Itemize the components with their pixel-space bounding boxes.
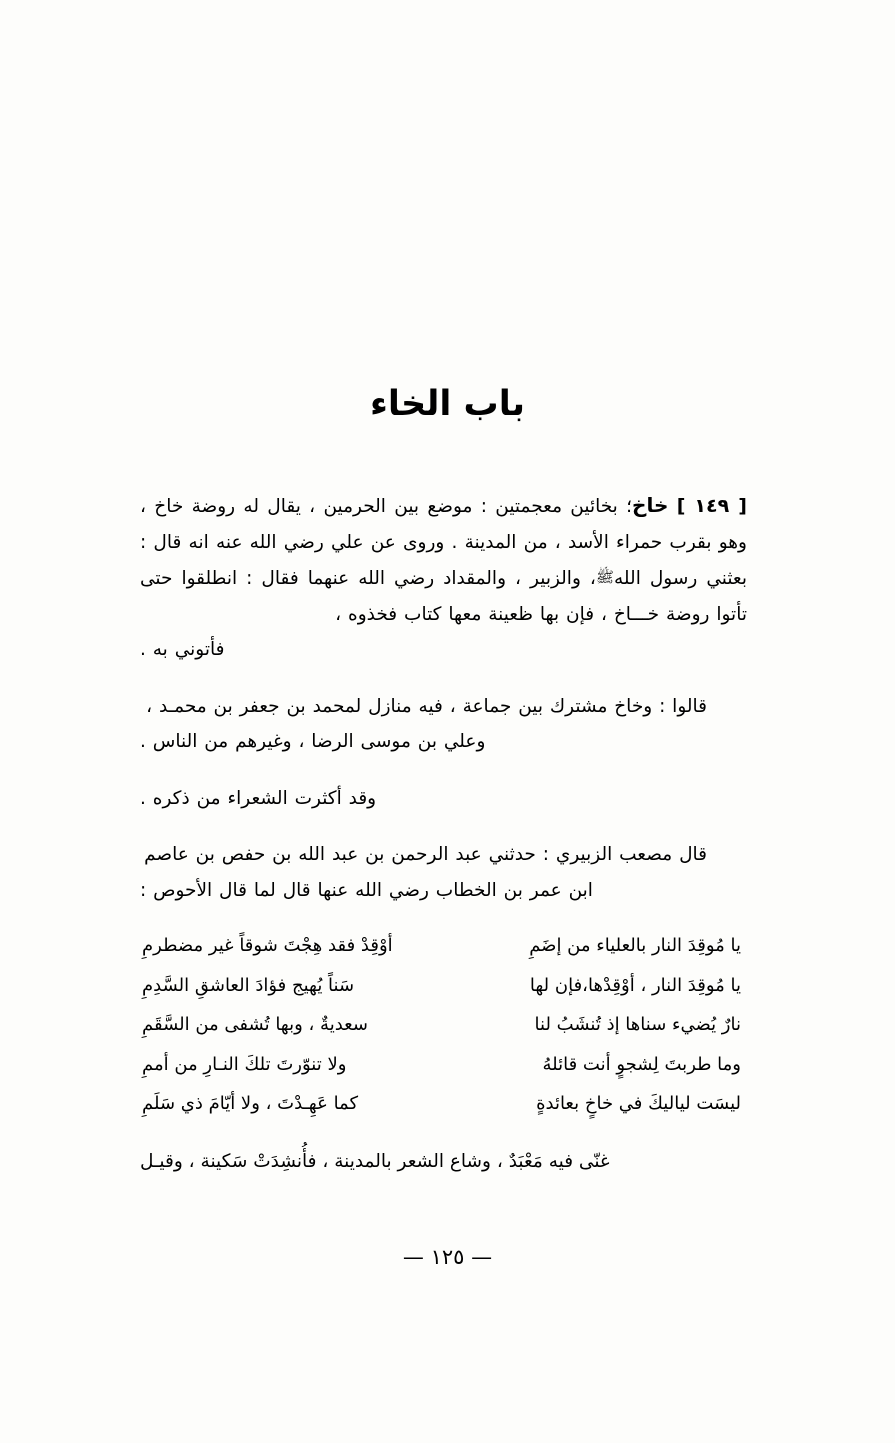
poem-verse: [140, 966, 747, 1006]
chapter-heading: باب الخاء: [369, 384, 526, 425]
poem-verse: [140, 1084, 747, 1124]
isnad-line-2-text: ابن عمر بن الخطاب رضي الله عنها قال لما قال الأحوص :: [140, 879, 593, 901]
closing-paragraph: [140, 1144, 747, 1180]
poets-note-text: وقد أكثرت الشعراء من ذكره .: [140, 787, 377, 809]
isnad-paragraph-last-line: [140, 873, 747, 909]
paragraph-spacer: [140, 760, 747, 781]
verse-hemistich-a: نارٌ يُضيء سناها إذ تُنشَبُ لنا: [534, 1014, 741, 1036]
isnad-paragraph: [140, 837, 747, 873]
poem-verse: [140, 1045, 747, 1085]
poem-block: [140, 926, 747, 1124]
verse-hemistich-b: سعديةٌ ، وبها تُشفى من السَّقَمِ: [142, 1014, 368, 1036]
isnad-line-1-text: قال مصعب الزبيري : حدثني عبد الرحمن بن عبد الله بن حفص بن عاصم: [144, 844, 707, 865]
verse-hemistich-a: وما طربتَ لِشجوٍ أنت قائلهُ: [542, 1053, 741, 1075]
qalu-paragraph: [140, 689, 747, 725]
qalu-line-2-text: وعلي بن موسى الرضا ، وغيرهم من الناس .: [140, 731, 486, 752]
verse-hemistich-a: يا مُوقِدَ النار بالعلياء من إضَمِ: [529, 935, 741, 957]
entry-line-4-text: انطلقوا حتى تأتوا روضة خـــاخ ، فإن بها ظعينة معها كتاب فخذوه ،: [140, 568, 747, 625]
entry-line-3-text-a: انه قال : بعثني رسول الله: [140, 531, 747, 589]
entry-separator: ؛: [626, 496, 633, 517]
closing-text: غنّى فيه مَعْبَدٌ ، وشاع الشعر بالمدينة ، فأُنشِدَتْ سَكينة ، وقيـل: [140, 1150, 610, 1172]
verse-hemistich-b: سَناً يُهيج فؤادَ العاشقِ السَّدِمِ: [142, 974, 355, 996]
entry-number: [ ١٤٩ ]: [676, 495, 747, 517]
entry-headword: خاخ: [632, 493, 669, 517]
sallallahu-alayhi-wasallam-icon: ﷺ: [595, 568, 615, 586]
entry-line-3-text-b: ، والزبير ، والمقداد رضي الله عنهما فقال :: [246, 568, 596, 589]
paragraph-spacer: [140, 816, 747, 837]
verse-hemistich-b: كما عَهِـدْتَ ، ولا أيّامَ ذي سَلَمِ: [142, 1093, 359, 1115]
page-number: — ١٢٥ —: [402, 1245, 493, 1269]
poem-verse: [140, 926, 747, 966]
paragraph-spacer: [140, 668, 747, 689]
qalu-line-1-text: قالوا : وخاخ مشترك بين جماعة ، فيه منازل لمحمد بن جعفر بن محمـد ،: [146, 695, 707, 717]
poets-note-paragraph: [140, 781, 747, 817]
entry-line-2-text: خاخ ، وهو بقرب حمراء الأسد ، من المدينة . وروى عن علي رضي الله عنه: [140, 496, 747, 553]
page-text-body: [140, 488, 747, 1179]
entry-line-5-text: فأتوني به .: [140, 639, 225, 660]
verse-hemistich-a: ليسَت لياليكَ في خاخٍ بعائدةٍ: [536, 1093, 741, 1115]
entry-line-1-text: بخائين معجمتين : موضع بين الحرمين ، يقال له روضة: [191, 496, 618, 517]
verse-hemistich-b: ولا تنوّرتَ تلكَ النـارِ من أممِ: [142, 1053, 347, 1075]
qalu-paragraph-last-line: [140, 724, 747, 760]
poem-verse: [140, 1005, 747, 1045]
entry-paragraph: [140, 488, 747, 632]
entry-paragraph-last-line: [140, 632, 747, 668]
verse-hemistich-b: أوْقِدْ فقد هِجْتَ شوقاً غير مضطرمِ: [142, 935, 393, 957]
verse-hemistich-a: يا مُوقِدَ النار ، أوْقِدْها،فإن لها: [529, 974, 741, 996]
